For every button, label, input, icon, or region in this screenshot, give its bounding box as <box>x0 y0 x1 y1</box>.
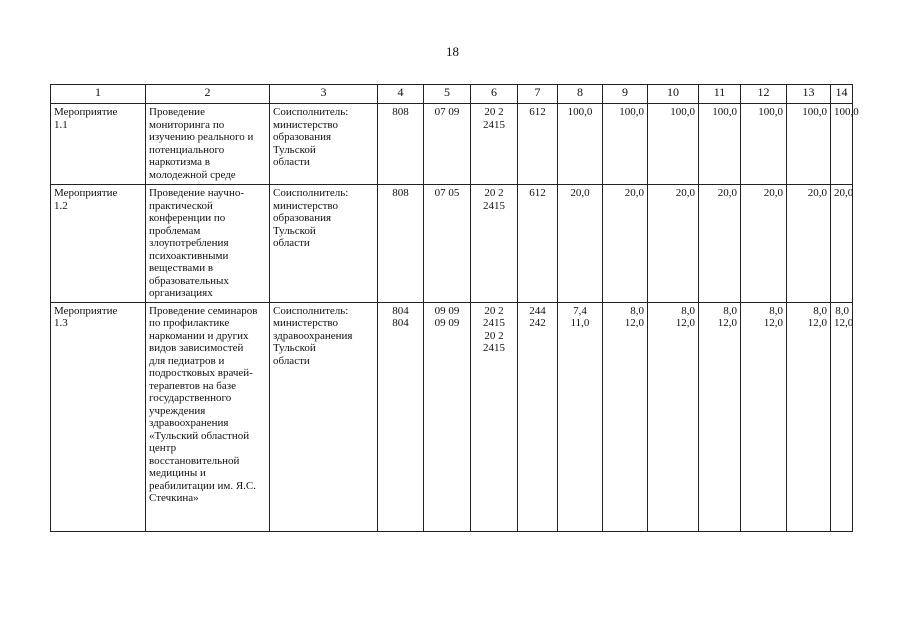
cell-text-line: 2415 <box>483 342 505 354</box>
executor-cell <box>270 302 378 531</box>
cell-text-line: практической <box>149 199 213 212</box>
table-row <box>51 104 853 185</box>
cell-text-line: 20,0 <box>570 187 590 199</box>
cell-text-line: министерство <box>273 118 339 131</box>
cell-text-line: медицины и <box>149 467 206 479</box>
column-header: 1 <box>51 85 146 104</box>
cell-col-4 <box>378 104 424 185</box>
cell-text-line: 09 09 <box>434 304 460 317</box>
cell-col-6 <box>471 302 518 531</box>
cell-text-line: организациях <box>149 287 213 299</box>
column-header: 12 <box>741 85 787 104</box>
column-header: 13 <box>787 85 831 104</box>
cell-col-4 <box>378 302 424 531</box>
cell-text-line: 8,0 <box>630 304 644 317</box>
cell-text-line: 804 <box>392 304 409 317</box>
executor-cell <box>270 185 378 303</box>
cell-text-line: 100,0 <box>567 106 593 118</box>
cell-text-line: Соисполнитель: <box>273 304 349 317</box>
column-header: 3 <box>270 85 378 104</box>
cell-text-line: 20,0 <box>834 187 854 199</box>
cell-col-6 <box>471 185 518 303</box>
cell-text-line: реабилитации им. Я.С. <box>149 479 257 492</box>
cell-text-line: мониторинга по <box>149 118 225 131</box>
column-header: 4 <box>378 85 424 104</box>
cell-text-line: 100,0 <box>712 106 737 118</box>
cell-text-line: 808 <box>392 106 409 118</box>
cell-col-4 <box>378 185 424 303</box>
cell-text-line: 1.1 <box>54 118 68 131</box>
cell-text-line: наркотизма в <box>149 156 211 168</box>
cell-text-line: 12,0 <box>717 317 737 329</box>
cell-text-line: 20 2 <box>484 106 504 118</box>
cell-col-9 <box>603 302 648 531</box>
cell-col-11 <box>699 104 741 185</box>
cell-text-line: терапевтов на базе <box>149 379 236 392</box>
cell-text-line: Мероприятие <box>54 106 118 118</box>
cell-col-14 <box>831 104 859 185</box>
cell-text-line: образования <box>273 212 332 224</box>
cell-text-line: 244 <box>529 304 546 317</box>
page-number: 18 <box>446 44 459 59</box>
measure-cell <box>51 185 146 303</box>
cell-text-line: 100,0 <box>802 106 827 118</box>
cell-text-line: для педиатров и <box>149 354 225 367</box>
cell-text-line: 12,0 <box>807 317 827 329</box>
cell-col-5 <box>424 185 471 303</box>
cell-text-line: по профилактике <box>149 317 230 329</box>
cell-text-line: министерство <box>273 199 339 212</box>
table-row <box>51 302 853 531</box>
cell-text-line: 612 <box>529 187 546 199</box>
cell-col-13 <box>787 302 831 531</box>
cell-text-line: области <box>273 237 310 249</box>
cell-text-line: 100,0 <box>834 106 859 118</box>
cell-text-line: изучению реального и <box>149 131 254 143</box>
cell-text-line: 8,0 <box>723 304 737 317</box>
cell-text-line: 20 2 <box>484 187 504 199</box>
cell-text-line: 804 <box>392 317 409 329</box>
cell-text-line: Тульской <box>273 342 316 354</box>
cell-text-line: Стечкина» <box>149 492 199 504</box>
cell-text-line: 2415 <box>483 118 505 131</box>
cell-text-line: Соисполнитель: <box>273 187 349 199</box>
cell-text-line: 20,0 <box>717 187 737 199</box>
measure-cell <box>51 104 146 185</box>
cell-text-line: 20,0 <box>624 187 644 199</box>
description-cell <box>146 104 270 185</box>
cell-col-10 <box>648 185 699 303</box>
cell-text-line: 100,0 <box>670 106 695 118</box>
cell-text-line: Проведение <box>149 106 205 118</box>
cell-text-line: Мероприятие <box>54 187 118 199</box>
cell-col-8 <box>558 104 603 185</box>
cell-col-5 <box>424 302 471 531</box>
cell-text-line: «Тульский областной <box>149 429 250 442</box>
cell-text-line: потенциального <box>149 143 225 156</box>
cell-col-11 <box>699 302 741 531</box>
cell-col-6 <box>471 104 518 185</box>
column-header: 7 <box>518 85 558 104</box>
cell-col-5 <box>424 104 471 185</box>
budget-table <box>50 84 859 532</box>
cell-text-line: 20,0 <box>807 187 827 199</box>
cell-col-12 <box>741 185 787 303</box>
cell-text-line: 8,0 <box>813 304 827 317</box>
cell-text-line: 12,0 <box>675 317 695 329</box>
cell-text-line: 242 <box>529 317 546 329</box>
cell-text-line: 8,0 <box>769 304 783 317</box>
cell-text-line: области <box>273 156 310 168</box>
cell-col-11 <box>699 185 741 303</box>
cell-text-line: 2415 <box>483 199 505 212</box>
column-header: 14 <box>831 85 853 104</box>
cell-text-line: образовательных <box>149 274 229 287</box>
cell-text-line: 07 05 <box>434 187 460 199</box>
cell-text-line: 8,0 <box>835 304 849 317</box>
column-header: 9 <box>603 85 648 104</box>
column-header: 2 <box>146 85 270 104</box>
cell-col-7 <box>518 185 558 303</box>
cell-text-line: 20,0 <box>675 187 695 199</box>
description-cell <box>146 302 270 531</box>
cell-text-line: проблемам <box>149 224 201 237</box>
cell-text-line: 20,0 <box>763 187 783 199</box>
cell-text-line: 8,0 <box>681 304 695 317</box>
cell-text-line: 1.3 <box>54 317 68 329</box>
cell-text-line: наркомании и других <box>149 329 249 342</box>
cell-col-10 <box>648 302 699 531</box>
cell-col-9 <box>603 104 648 185</box>
table-row <box>51 185 853 303</box>
cell-text-line: злоупотребления <box>149 237 229 249</box>
cell-col-14 <box>831 302 853 531</box>
cell-text-line: 1.2 <box>54 199 68 212</box>
cell-text-line: министерство <box>273 317 339 329</box>
cell-text-line: центр <box>149 442 177 454</box>
cell-text-line: Мероприятие <box>54 304 118 317</box>
cell-text-line: учреждения <box>149 404 206 417</box>
column-header: 6 <box>471 85 518 104</box>
cell-text-line: молодежной среде <box>149 168 236 181</box>
cell-text-line: 808 <box>392 187 409 199</box>
cell-text-line: подростковых врачей- <box>149 367 253 379</box>
cell-text-line: здравоохранения <box>273 329 353 342</box>
cell-col-13 <box>787 104 831 185</box>
column-header: 5 <box>424 85 471 104</box>
cell-text-line: восстановительной <box>149 454 240 467</box>
cell-text-line: Тульской <box>273 224 316 237</box>
cell-col-7 <box>518 302 558 531</box>
cell-text-line: 09 09 <box>434 317 460 329</box>
cell-text-line: видов зависимостей <box>149 342 244 354</box>
cell-text-line: Проведение научно- <box>149 187 244 199</box>
cell-text-line: образования <box>273 131 332 143</box>
cell-text-line: Тульской <box>273 143 316 156</box>
cell-text-line: государственного <box>149 392 232 404</box>
cell-col-8 <box>558 302 603 531</box>
cell-text-line: 100,0 <box>758 106 783 118</box>
cell-text-line: области <box>273 354 310 367</box>
cell-text-line: 12,0 <box>624 317 644 329</box>
cell-text-line: 20 2 <box>484 304 504 317</box>
cell-text-line: Соисполнитель: <box>273 106 349 118</box>
cell-text-line: 12,0 <box>763 317 783 329</box>
cell-col-7 <box>518 104 558 185</box>
cell-col-13 <box>787 185 831 303</box>
cell-col-8 <box>558 185 603 303</box>
table-header-row <box>51 85 853 104</box>
cell-text-line: Проведение семинаров <box>149 304 258 317</box>
cell-text-line: 20 2 <box>484 329 504 342</box>
cell-text-line: конференции по <box>149 212 226 224</box>
cell-text-line: 100,0 <box>619 106 644 118</box>
cell-text-line: 7,4 <box>573 304 587 317</box>
column-header: 10 <box>648 85 699 104</box>
cell-col-12 <box>741 302 787 531</box>
cell-text-line: веществами в <box>149 262 214 274</box>
cell-text-line: психоактивными <box>149 249 229 262</box>
cell-col-14 <box>831 185 853 303</box>
column-header: 11 <box>699 85 741 104</box>
cell-text-line: здравоохранения <box>149 417 229 429</box>
cell-text-line: 612 <box>529 106 546 118</box>
cell-col-9 <box>603 185 648 303</box>
cell-col-12 <box>741 104 787 185</box>
cell-text-line: 11,0 <box>570 317 590 329</box>
executor-cell <box>270 104 378 185</box>
measure-cell <box>51 302 146 531</box>
column-header: 8 <box>558 85 603 104</box>
cell-text-line: 2415 <box>483 317 505 329</box>
description-cell <box>146 185 270 303</box>
cell-text-line: 12,0 <box>834 317 854 329</box>
cell-col-10 <box>648 104 699 185</box>
cell-text-line: 07 09 <box>434 106 460 118</box>
